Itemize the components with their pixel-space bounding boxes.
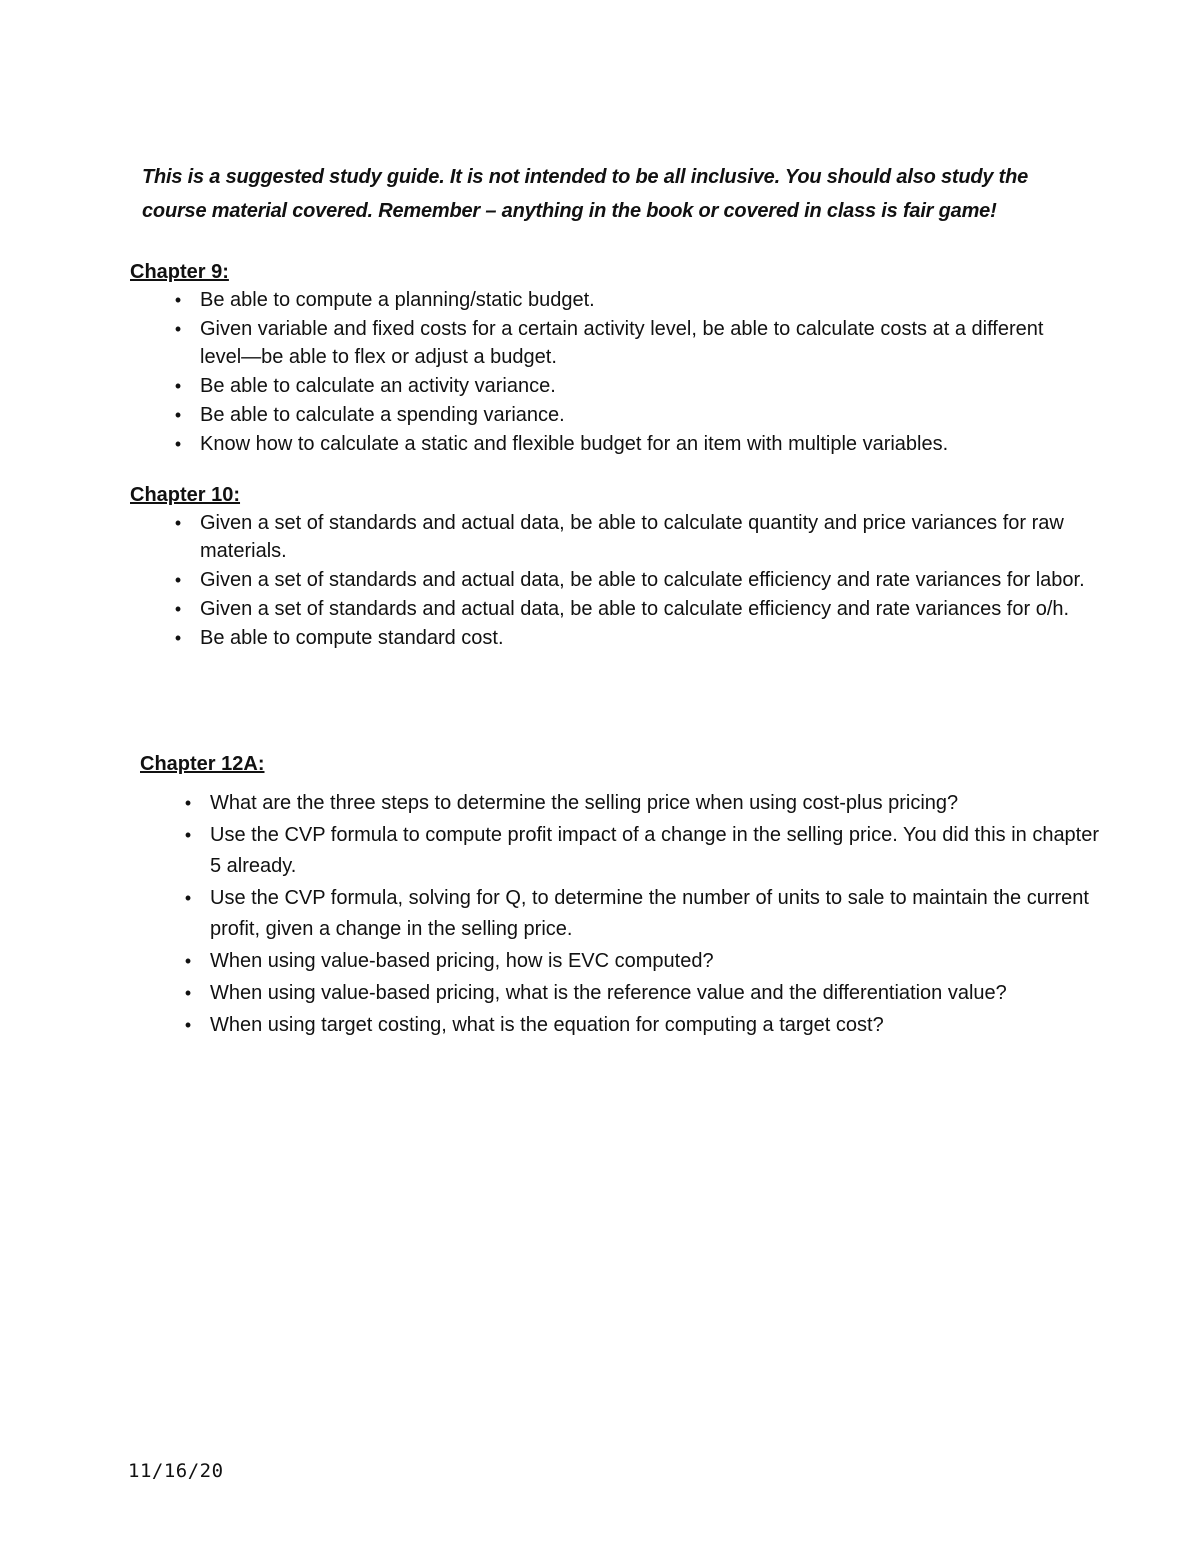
bullet-icon: • — [174, 628, 182, 648]
list-item-text: Given a set of standards and actual data, be able to calculate efficiency and rate variances for labor. — [200, 569, 1085, 591]
list-item-text: Use the CVP formula to compute profit impact of a change in the selling price. You did this in chapter 5 already. — [210, 824, 1100, 877]
list-item-text: Be able to calculate an activity variance. — [200, 375, 556, 397]
bullet-icon: • — [174, 376, 182, 396]
bullet-icon: • — [174, 513, 182, 533]
list-item-text: Use the CVP formula, solving for Q, to determine the number of units to sale to maintain the current profit, given a change in the selling price. — [210, 887, 1089, 940]
chapter-9-section — [130, 258, 1090, 459]
list-item — [130, 286, 1090, 314]
list-item — [130, 509, 1090, 565]
chapter-12a-heading: Chapter 12A: — [140, 753, 265, 775]
bullet-icon: • — [174, 405, 182, 425]
list-item — [140, 978, 1100, 1009]
chapter-10-heading: Chapter 10: — [130, 484, 241, 506]
chapter-10-list — [130, 509, 1090, 652]
bullet-icon: • — [174, 599, 182, 619]
list-item-text: Be able to calculate a spending variance. — [200, 404, 565, 426]
bullet-icon: • — [184, 793, 192, 813]
bullet-icon: • — [174, 319, 182, 339]
list-item — [140, 946, 1100, 977]
chapter-9-list — [130, 286, 1090, 458]
bullet-icon: • — [184, 1015, 192, 1035]
list-item-text: When using value-based pricing, what is the reference value and the differentiation value? — [210, 982, 1007, 1004]
list-item — [130, 401, 1090, 429]
bullet-icon: • — [174, 570, 182, 590]
footer-date: 11/16/20 — [128, 1460, 224, 1482]
bullet-icon: • — [184, 825, 192, 845]
list-item — [130, 595, 1090, 623]
list-item — [140, 1010, 1100, 1041]
list-item — [130, 566, 1090, 594]
list-item — [130, 430, 1090, 458]
bullet-icon: • — [184, 888, 192, 908]
list-item — [140, 788, 1100, 819]
list-item-text: Be able to compute a planning/static budget. — [200, 289, 595, 311]
chapter-12a-list — [140, 788, 1100, 1041]
list-item — [140, 883, 1100, 945]
list-item-text: Given a set of standards and actual data, be able to calculate efficiency and rate variances for o/h. — [200, 598, 1070, 620]
bullet-icon: • — [174, 434, 182, 454]
bullet-icon: • — [174, 290, 182, 310]
chapter-10-section — [130, 481, 1090, 653]
list-item — [140, 820, 1100, 882]
list-item-text: Given variable and fixed costs for a certain activity level, be able to calculate costs at a different level—be able to flex or adjust a budget. — [200, 318, 1044, 368]
list-item-text: What are the three steps to determine the selling price when using cost-plus pricing? — [210, 792, 959, 814]
intro-note: This is a suggested study guide. It is not intended to be all inclusive. You should also study the course material covered. Remember – anything in the book or covered in class is fair game! — [142, 166, 1029, 222]
list-item — [130, 624, 1090, 652]
bullet-icon: • — [184, 951, 192, 971]
chapter-12a-section — [140, 750, 1100, 1042]
list-item-text: Know how to calculate a static and flexible budget for an item with multiple variables. — [200, 433, 949, 455]
list-item-text: Be able to compute standard cost. — [200, 627, 504, 649]
bullet-icon: • — [184, 983, 192, 1003]
list-item-text: When using value-based pricing, how is EVC computed? — [210, 950, 714, 972]
list-item — [130, 315, 1090, 371]
list-item-text: Given a set of standards and actual data, be able to calculate quantity and price variances for raw materials. — [200, 512, 1064, 562]
list-item — [130, 372, 1090, 400]
chapter-9-heading: Chapter 9: — [130, 261, 229, 283]
list-item-text: When using target costing, what is the equation for computing a target cost? — [210, 1014, 884, 1036]
